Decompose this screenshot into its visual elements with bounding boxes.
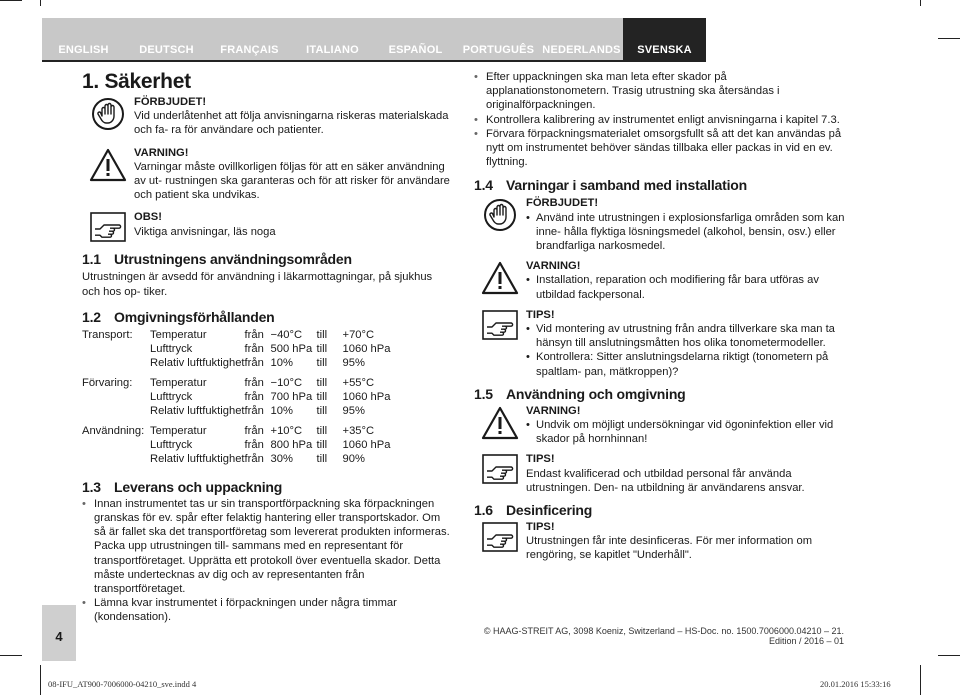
table-row (82, 438, 390, 452)
forbidden-keyword: FÖRBJUDET! (134, 96, 207, 108)
to-label: till (316, 356, 328, 369)
from-label: från (244, 376, 264, 389)
condition-label: Lufttryck (150, 438, 193, 451)
table-row (82, 356, 390, 370)
table-row (82, 342, 390, 356)
pointing-hand-icon (474, 520, 526, 563)
max-value: +70°C (342, 328, 375, 341)
section-title: 1. Säkerhet (82, 70, 191, 93)
tab-english: ENGLISH (58, 44, 109, 56)
group-name (82, 452, 150, 466)
max-value: +35°C (342, 424, 375, 437)
warning-keyword: VARNING! (526, 404, 581, 417)
table-row (82, 424, 390, 438)
max-value: 90% (342, 452, 365, 465)
tab-deutsch: DEUTSCH (139, 44, 194, 56)
tab-italiano: ITALIANO (306, 44, 359, 56)
tips-keyword: TIPS! (526, 521, 555, 534)
stop-hand-icon (474, 196, 526, 253)
crop-mark (40, 665, 41, 695)
crop-mark (0, 655, 22, 656)
print-slug-file: 08-IFU_AT900-7006000-04210_sve.indd 4 (48, 679, 197, 689)
list-item: • Lämna kvar instrumentet i förpackningen under några timmar (kondensation). (82, 596, 450, 624)
heading-number: 1.5 (474, 385, 493, 402)
list-item: • Undvik om möjligt undersökningar vid ögoninfektion eller vid skador på hornhinnan! (526, 418, 850, 446)
from-label: från (244, 328, 264, 341)
min-value: 30% (270, 452, 293, 465)
tips-keyword: TIPS! (526, 453, 555, 466)
max-value: 1060 hPa (342, 438, 391, 451)
group-name (82, 438, 150, 452)
forbidden-notice (474, 196, 850, 253)
tab-espanol: ESPAÑOL (388, 44, 443, 56)
from-label: från (244, 342, 264, 355)
min-value: 800 hPa (270, 438, 313, 451)
note-text: Viktiga anvisningar, läs noga (134, 225, 276, 238)
max-value: 95% (342, 356, 365, 369)
tips-notice (474, 308, 850, 379)
forbidden-text: Vid underlåtenhet att följa anvisningarna riskeras materialskada och fa- ra för användare och patienter. (134, 110, 449, 137)
condition-label: Lufttryck (150, 342, 193, 355)
to-label: till (316, 376, 328, 389)
language-tabs (42, 18, 706, 60)
pointing-hand-icon (82, 210, 134, 242)
tab-portugues: PORTUGUÊS (462, 44, 535, 56)
list-item: • Innan instrumentet tas ur sin transportförpackning ska förpackningen granskas för ev. spår efter felaktig hantering eller transportskador. Om så är fallet ska det transportföretag som levererat produkten informeras. Packa upp utrustningen till- sammans med en representant för transportföretaget. Upprätta ett protokoll över eventuella skador. Detta måste undertecknas av dig och av representanten från transportföretaget. (82, 497, 450, 596)
to-label: till (316, 452, 328, 465)
group-name (82, 342, 150, 356)
min-value: 10% (270, 404, 293, 417)
list-item: • Kontrollera: Sitter anslutningsdelarna riktigt (tonometern på spaltlam- pan, mätkroppen)? (526, 350, 850, 378)
forbidden-keyword: FÖRBJUDET! (526, 197, 599, 210)
heading-text: Omgivningsförhållanden (114, 308, 275, 325)
condition-label: Temperatur (150, 376, 207, 389)
from-label: från (244, 452, 264, 465)
list-item: • Förvara förpackningsmaterialet omsorgsfullt så att det kan användas på nytt om instrumentet behöver sändas tillbaka eller packas in vid en ev. flyttning. (474, 127, 850, 170)
min-value: +10°C (270, 424, 303, 437)
warning-notice (82, 146, 450, 203)
condition-label: Lufttryck (150, 390, 193, 403)
tips-text: Endast kvalificerad och utbildad personal får använda utrustningen. Den- na utbildning är användarens ansvar. (526, 467, 805, 494)
group-name (82, 356, 150, 370)
crop-mark (938, 38, 960, 39)
group-name: Transport: (82, 328, 133, 341)
to-label: till (316, 390, 328, 403)
section-1-4-heading (474, 176, 850, 194)
list-item: • Efter uppackningen ska man leta efter skador på applanationstonometern. Trasig utrustning ska återsändas i originalförpackningen. (474, 70, 850, 113)
heading-number: 1.2 (82, 308, 101, 325)
warning-icon (474, 404, 526, 447)
condition-label: Temperatur (150, 424, 207, 437)
group-name (82, 404, 150, 418)
heading-text: Desinficering (506, 502, 593, 519)
pointing-hand-icon (474, 308, 526, 379)
warning-icon (82, 146, 134, 203)
forbidden-notice (82, 95, 450, 138)
table-row (82, 404, 390, 418)
table-row (82, 390, 390, 404)
warning-icon (474, 259, 526, 302)
header-rule (42, 60, 706, 62)
page-number: 4 (42, 605, 76, 661)
crop-mark (920, 665, 921, 695)
heading-text: Utrustningens användningsområden (114, 251, 352, 268)
min-value: −10°C (270, 376, 303, 389)
section-1-6-heading (474, 501, 850, 519)
from-label: från (244, 438, 264, 451)
list-item: • Använd inte utrustningen i explosionsfarliga områden som kan inne- hålla flyktiga lösningsmedel (alkohol, bensin, osv.) eller brandfarliga narkosmedel. (526, 211, 850, 254)
note-notice (82, 210, 450, 242)
tab-francais: FRANÇAIS (220, 44, 279, 56)
tips-notice (474, 452, 850, 495)
to-label: till (316, 404, 328, 417)
warning-notice (474, 259, 850, 302)
section-1-3-heading (82, 478, 450, 496)
footer-copyright: © HAAG-STREIT AG, 3098 Koeniz, Switzerland – HS-Doc. no. 1500.7006000.04210 – 21. Edition / 2016 – 01 (483, 626, 844, 646)
heading-text: Användning och omgivning (506, 385, 686, 402)
list-item: • Kontrollera kalibrering av instrumentet enligt anvisningarna i kapitel 7.3. (474, 113, 850, 127)
heading-number: 1.4 (474, 177, 493, 194)
max-value: 1060 hPa (342, 390, 391, 403)
crop-mark (938, 655, 960, 656)
tips-notice (474, 520, 850, 563)
print-slug-date: 20.01.2016 15:33:16 (820, 679, 891, 689)
table-row (82, 452, 390, 466)
min-value: 500 hPa (270, 342, 313, 355)
stop-hand-icon (82, 95, 134, 138)
max-value: +55°C (342, 376, 375, 389)
heading-number: 1.6 (474, 502, 493, 519)
min-value: 700 hPa (270, 390, 313, 403)
table-row (82, 376, 390, 390)
from-label: från (244, 356, 264, 369)
condition-label: Relativ luftfuktighet (150, 452, 245, 465)
table-row (82, 328, 390, 342)
max-value: 1060 hPa (342, 342, 391, 355)
crop-mark (920, 0, 921, 6)
tab-svenska: SVENSKA (623, 18, 706, 60)
min-value: 10% (270, 356, 293, 369)
environment-table (82, 328, 390, 466)
from-label: från (244, 424, 264, 437)
crop-mark (40, 0, 41, 6)
section-1-1-heading (82, 250, 450, 268)
list-item: • Installation, reparation och modifiering får bara utföras av utbildad fackpersonal. (526, 273, 850, 301)
condition-label: Relativ luftfuktighet (150, 404, 245, 417)
group-name (82, 390, 150, 404)
from-label: från (244, 390, 264, 403)
tab-nederlands: NEDERLANDS (542, 44, 621, 56)
heading-number: 1.3 (82, 478, 101, 495)
max-value: 95% (342, 404, 365, 417)
condition-label: Relativ luftfuktighet (150, 356, 245, 369)
section-1-2-heading (82, 308, 450, 326)
condition-label: Temperatur (150, 328, 207, 341)
list-item: • Vid montering av utrustning från andra tillverkare ska man ta hänsyn till anslutningsmåtten hos olika tonometermodeller. (526, 322, 850, 350)
tips-text: Utrustningen får inte desinficeras. För mer information om rengöring, se kapitlet "Underhåll". (526, 535, 813, 562)
heading-number: 1.1 (82, 251, 101, 268)
right-column (474, 70, 850, 569)
left-column (82, 70, 450, 625)
to-label: till (316, 328, 328, 341)
heading-text: Varningar i samband med installation (506, 177, 747, 194)
group-name: Användning: (82, 424, 145, 437)
crop-mark (0, 0, 22, 1)
min-value: −40°C (270, 328, 303, 341)
tips-keyword: TIPS! (526, 308, 555, 321)
to-label: till (316, 342, 328, 355)
group-name: Förvaring: (82, 376, 133, 389)
section-1-5-heading (474, 385, 850, 403)
to-label: till (316, 438, 328, 451)
to-label: till (316, 424, 328, 437)
heading-text: Leverans och uppackning (114, 478, 283, 495)
section-1-1-text: Utrustningen är avsedd för användning i läkarmottagningar, på sjukhus och hos op- tiker. (82, 271, 433, 298)
pointing-hand-icon (474, 452, 526, 495)
warning-keyword: VARNING! (134, 146, 189, 159)
warning-text: Varningar måste ovillkorligen följas för att en säker användning av ut- rustningen ska garanteras och för att risker för användare och patient ska undvikas. (134, 160, 450, 202)
note-keyword: OBS! (134, 211, 162, 224)
warning-notice (474, 404, 850, 447)
warning-keyword: VARNING! (526, 260, 581, 273)
from-label: från (244, 404, 264, 417)
